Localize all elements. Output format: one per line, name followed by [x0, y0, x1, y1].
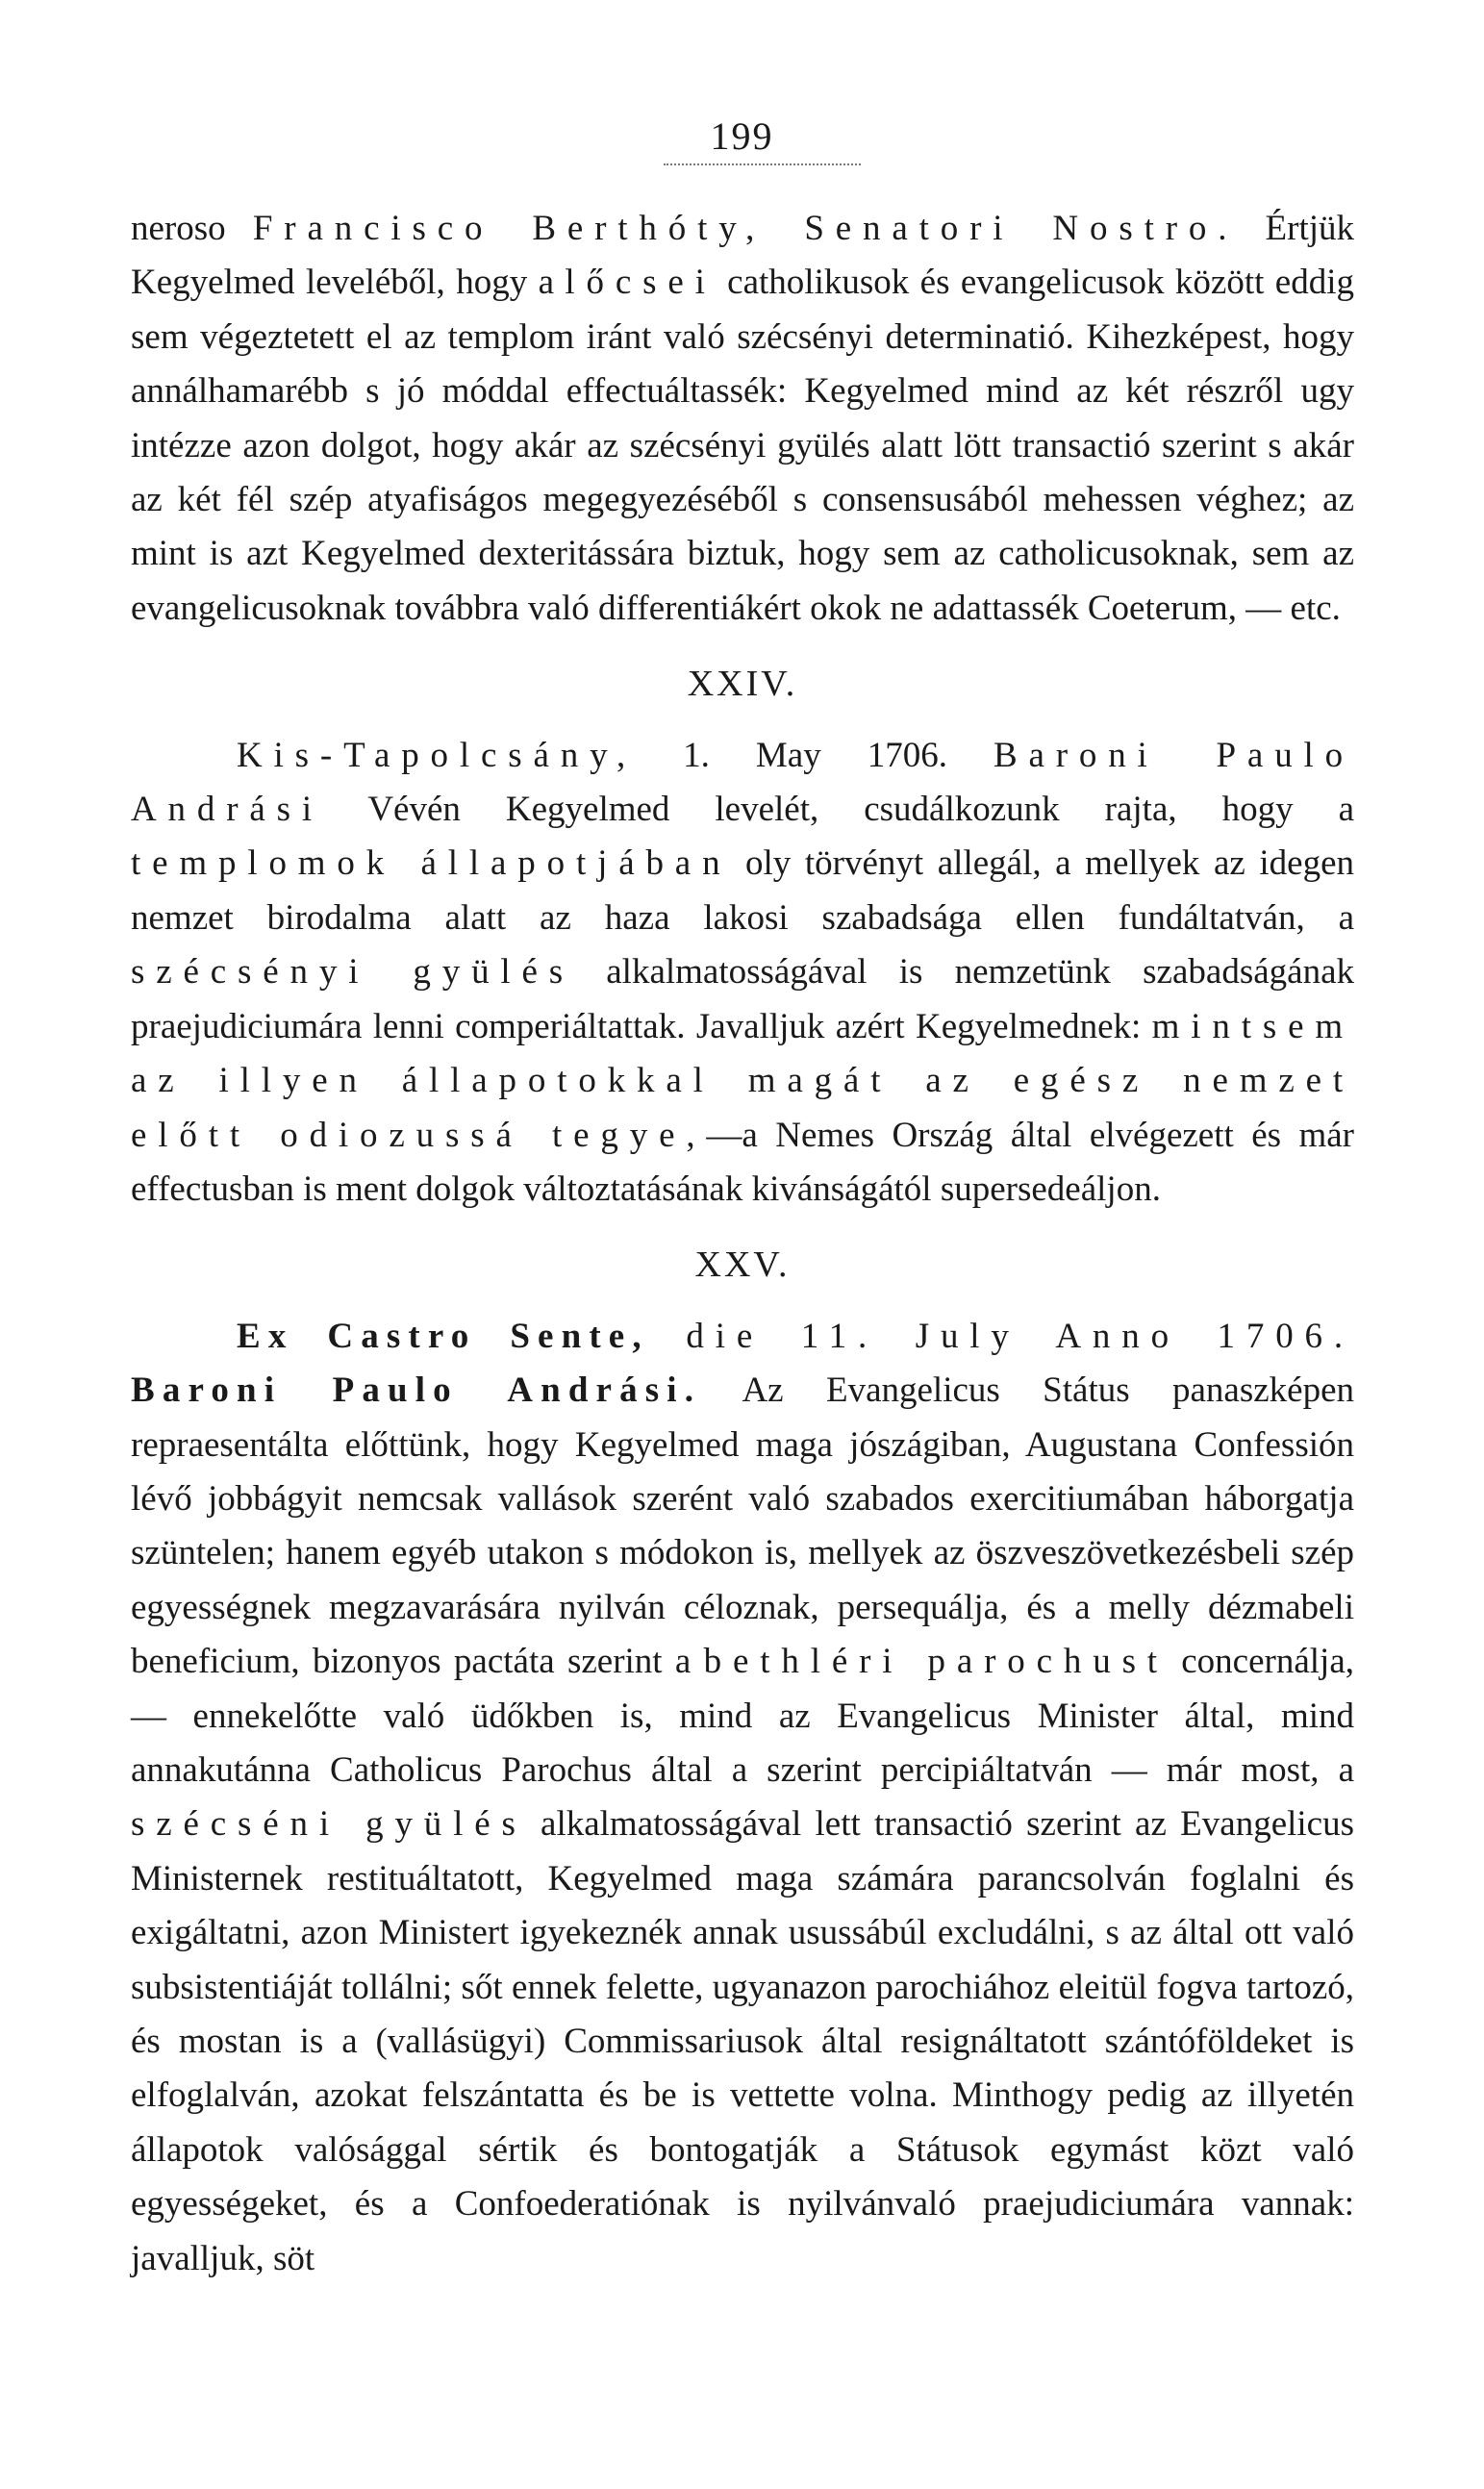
body-text — [131, 202, 1354, 2286]
letter-paragraph-1 — [131, 202, 1354, 636]
text-run: oly törvényt allegál, a mellyek az idegen nemzet birodalma alatt az haza lakosi szabadsága ellen fundáltatván, a — [131, 843, 1354, 938]
text-run: Vévén Kegyelmed levelét, csudálkozunk rajta, hogy a — [323, 790, 1354, 830]
place-name: lőcsei — [565, 263, 717, 303]
text-run: 1. May 1706. — [637, 735, 994, 775]
addressee: Baroni Paulo Andrási — [131, 735, 1354, 830]
ornamental-rule — [664, 163, 861, 175]
text-run: alkalmatosságával lett transactió szerint az Evangelicus Ministernek restituáltatott, Kegyelmed maga számára parancsolván foglalni és exigáltatni, azon Ministert igyekeznék annak usussábúl excludálni, s az által ott való subsistentiáját tollálni; sőt ennek felette, ugyanazon parochiához eleitül fogva tartozó, és mostan is a (vallásügyi) Commissariusok által resignáltatott szántóföldeket is elfoglalván, azokat felszántatta és be is vettette volna. Minthogy pedig az illyetén állapotok valósággal sértik és bontogatják a Státusok egymást közt való egyességeket, és a Confoederatiónak is nyilvánvaló praejudiciumára vannak: javalljuk, söt — [131, 1804, 1354, 2278]
text-run: concernálja, — ennekelőtte való üdőkben is, mind az Evangelicus Minister által, mind annakutánna Catholicus Parochus által a szerint percipiáltatván — már most, a — [131, 1642, 1354, 1790]
emphasis: templomok állapotjában — [131, 843, 732, 884]
text-run: catholikusok és evangelicusok között eddig sem végeztetett el az templom iránt való szécsényi determinatió. Kihezképest, hogy annálhamarébb s jó móddal effectuáltassék: Kegyelmed mind az két részről ugy intézze azon dolgot, hogy akár az szécsényi gyülés alatt lött transactió szerint s akár az két fél szép atyafiságos megegyezéséből s consensusából mehessen véghez; az mint is azt Kegyelmed dexteritássára biztuk, hogy sem az catholicusoknak, sem az evangelicusoknak továbbra való differentiákért okok ne adattassék Coeterum, — etc. — [131, 263, 1354, 628]
place-name: Ex Castro Sente, — [237, 1316, 649, 1356]
text-run: alkalmatosságával is nemzetünk szabadságának praejudiciumára lenni comperiáltattak. Javalljuk azért Kegyelmednek: — [131, 952, 1354, 1046]
emphasis: bethléri parochust — [703, 1642, 1169, 1682]
letter-paragraph-2 — [131, 729, 1354, 1218]
text-run: Értjük Kegyelmed leveléből, hogy a — [131, 209, 1354, 303]
section-heading-xxiv: XXIV. — [687, 664, 798, 705]
date: die 11. July Anno 1706. — [648, 1316, 1354, 1356]
page-number: 199 — [710, 114, 774, 158]
emphasis: szécsényi gyülés — [131, 952, 575, 993]
letter-paragraph-3 — [131, 1310, 1354, 2286]
emphasis: mintsem az illyen állapotokkal magát az egész nemzet előtt odiozussá tegye, — [131, 1006, 1354, 1155]
place-name: Kis-Tapolcsány, — [237, 735, 638, 775]
text-run: Az Evangelicus Státus panaszképen repraesentálta előttünk, hogy Kegyelmed maga jószágiban, Augustana Confessión lévő jobbágyit nemcsak vallások szerént való szabados exercitiumában háborgatja szüntelen; hanem egyéb utakon s módokon is, mellyek az öszveszövetkezésbeli szép egyességnek megzavarására nyilván céloznak, persequálja, és a melly dézmabeli beneficium, bizonyos pactáta szerint a — [131, 1370, 1355, 1682]
text-run: —a Nemes Ország által elvégezett és már effectusban is ment dolgok változtatásának kivánságától supersedeáljon. — [131, 1115, 1354, 1209]
addressee: Baroni Paulo Andrási. — [131, 1370, 702, 1411]
section-heading-xxv: XXV. — [694, 1244, 791, 1286]
text-run: neroso — [131, 209, 253, 248]
addressee: Francisco Berthóty, Senatori Nostro. — [252, 209, 1239, 248]
emphasis: szécséni gyülés — [131, 1804, 527, 1845]
